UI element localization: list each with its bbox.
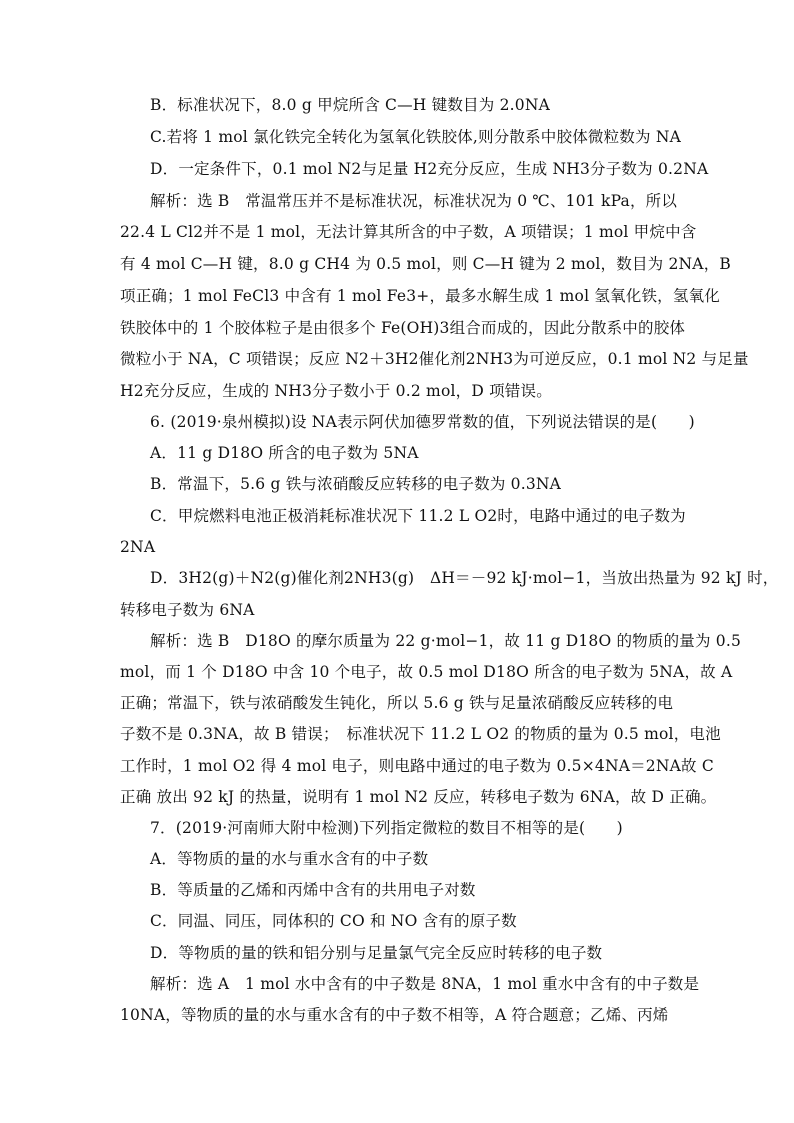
option-a: A．等物质的量的水与重水含有的中子数 [150, 850, 429, 868]
text-line: 微粒小于 NA，C 项错误；反应 N2＋3H2催化剂2NH3为可逆反应，0.1 mol N2 与足量 [120, 350, 749, 368]
question-6-stem: 6. (2019·泉州模拟)设 NA表示阿伏加德罗常数的值，下列说法错误的是( ) [150, 413, 695, 431]
text-line: 正确；常温下，铁与浓硝酸发生钝化，所以 5.6 g 铁与足量浓硝酸反应转移的电 [120, 694, 674, 712]
option-c: C．甲烷燃料电池正极消耗标准状况下 11.2 L O2时，电路中通过的电子数为 [150, 507, 686, 525]
option-d: D．3H2(g)＋N2(g)催化剂2NH3(g) ΔH＝－92 kJ·mol−1，当放出热量为 92 kJ 时， [150, 569, 779, 587]
text-line: 铁胶体中的 1 个胶体粒子是由很多个 Fe(OH)3组合而成的，因此分散系中的胶体 [120, 319, 686, 337]
text-line: 22.4 L Cl2并不是 1 mol，无法计算其所含的中子数，A 项错误；1 mol 甲烷中含 [120, 223, 697, 241]
option-a: A．11 g D18O 所含的电子数为 5NA [150, 444, 419, 462]
option-b: B．等质量的乙烯和丙烯中含有的共用电子对数 [150, 881, 476, 899]
text-line: C.若将 1 mol 氯化铁完全转化为氢氧化铁胶体,则分散系中胶体微粒数为 NA [150, 128, 681, 146]
text-line: 子数不是 0.3NA，故 B 错误； 标准状况下 11.2 L O2 的物质的量为 0.5 mol，电池 [120, 725, 721, 743]
text-line: H2充分反应，生成的 NH3分子数小于 0.2 mol，D 项错误。 [120, 382, 552, 400]
text-line: 10NA，等物质的量的水与重水含有的中子数不相等，A 符合题意；乙烯、丙烯 [120, 1006, 669, 1024]
text-line: 有 4 mol C—H 键，8.0 g CH4 为 0.5 mol，则 C—H 键为 2 mol，数目为 2NA，B [120, 255, 731, 273]
analysis-line: 解析：选 A 1 mol 水中含有的中子数是 8NA，1 mol 重水中含有的中子数是 [150, 975, 700, 993]
text-line: 转移电子数为 6NA [120, 601, 255, 619]
text-line: 正确 放出 92 kJ 的热量，说明有 1 mol N2 反应，转移电子数为 6NA，故 D 正确。 [120, 788, 717, 806]
text-line: B．标准状况下，8.0 g 甲烷所含 C—H 键数目为 2.0NA [150, 96, 550, 114]
question-7-stem: 7．(2019·河南师大附中检测)下列指定微粒的数目不相等的是( ) [150, 819, 623, 837]
text-line: mol，而 1 个 D18O 中含 10 个电子，故 0.5 mol D18O 所含的电子数为 5NA，故 A [120, 663, 733, 681]
text-line: 2NA [120, 538, 156, 556]
text-line: D．一定条件下，0.1 mol N2与足量 H2充分反应，生成 NH3分子数为 0.2NA [150, 160, 709, 178]
option-b: B．常温下，5.6 g 铁与浓硝酸反应转移的电子数为 0.3NA [150, 475, 562, 493]
text-line: 项正确；1 mol FeCl3 中含有 1 mol Fe3+，最多水解生成 1 mol 氢氧化铁，氢氧化 [120, 287, 720, 305]
option-d: D．等物质的量的铁和铝分别与足量氯气完全反应时转移的电子数 [150, 944, 603, 962]
text-line: 工作时，1 mol O2 得 4 mol 电子，则电路中通过的电子数为 0.5×4NA＝2NA故 C [120, 757, 714, 775]
analysis-line: 解析：选 B D18O 的摩尔质量为 22 g·mol−1，故 11 g D18O 的物质的量为 0.5 [150, 632, 742, 650]
option-c: C．同温、同压，同体积的 CO 和 NO 含有的原子数 [150, 912, 517, 930]
text-line: 解析：选 B 常温常压并不是标准状况，标准状况为 0 ℃、101 kPa，所以 [150, 192, 678, 210]
